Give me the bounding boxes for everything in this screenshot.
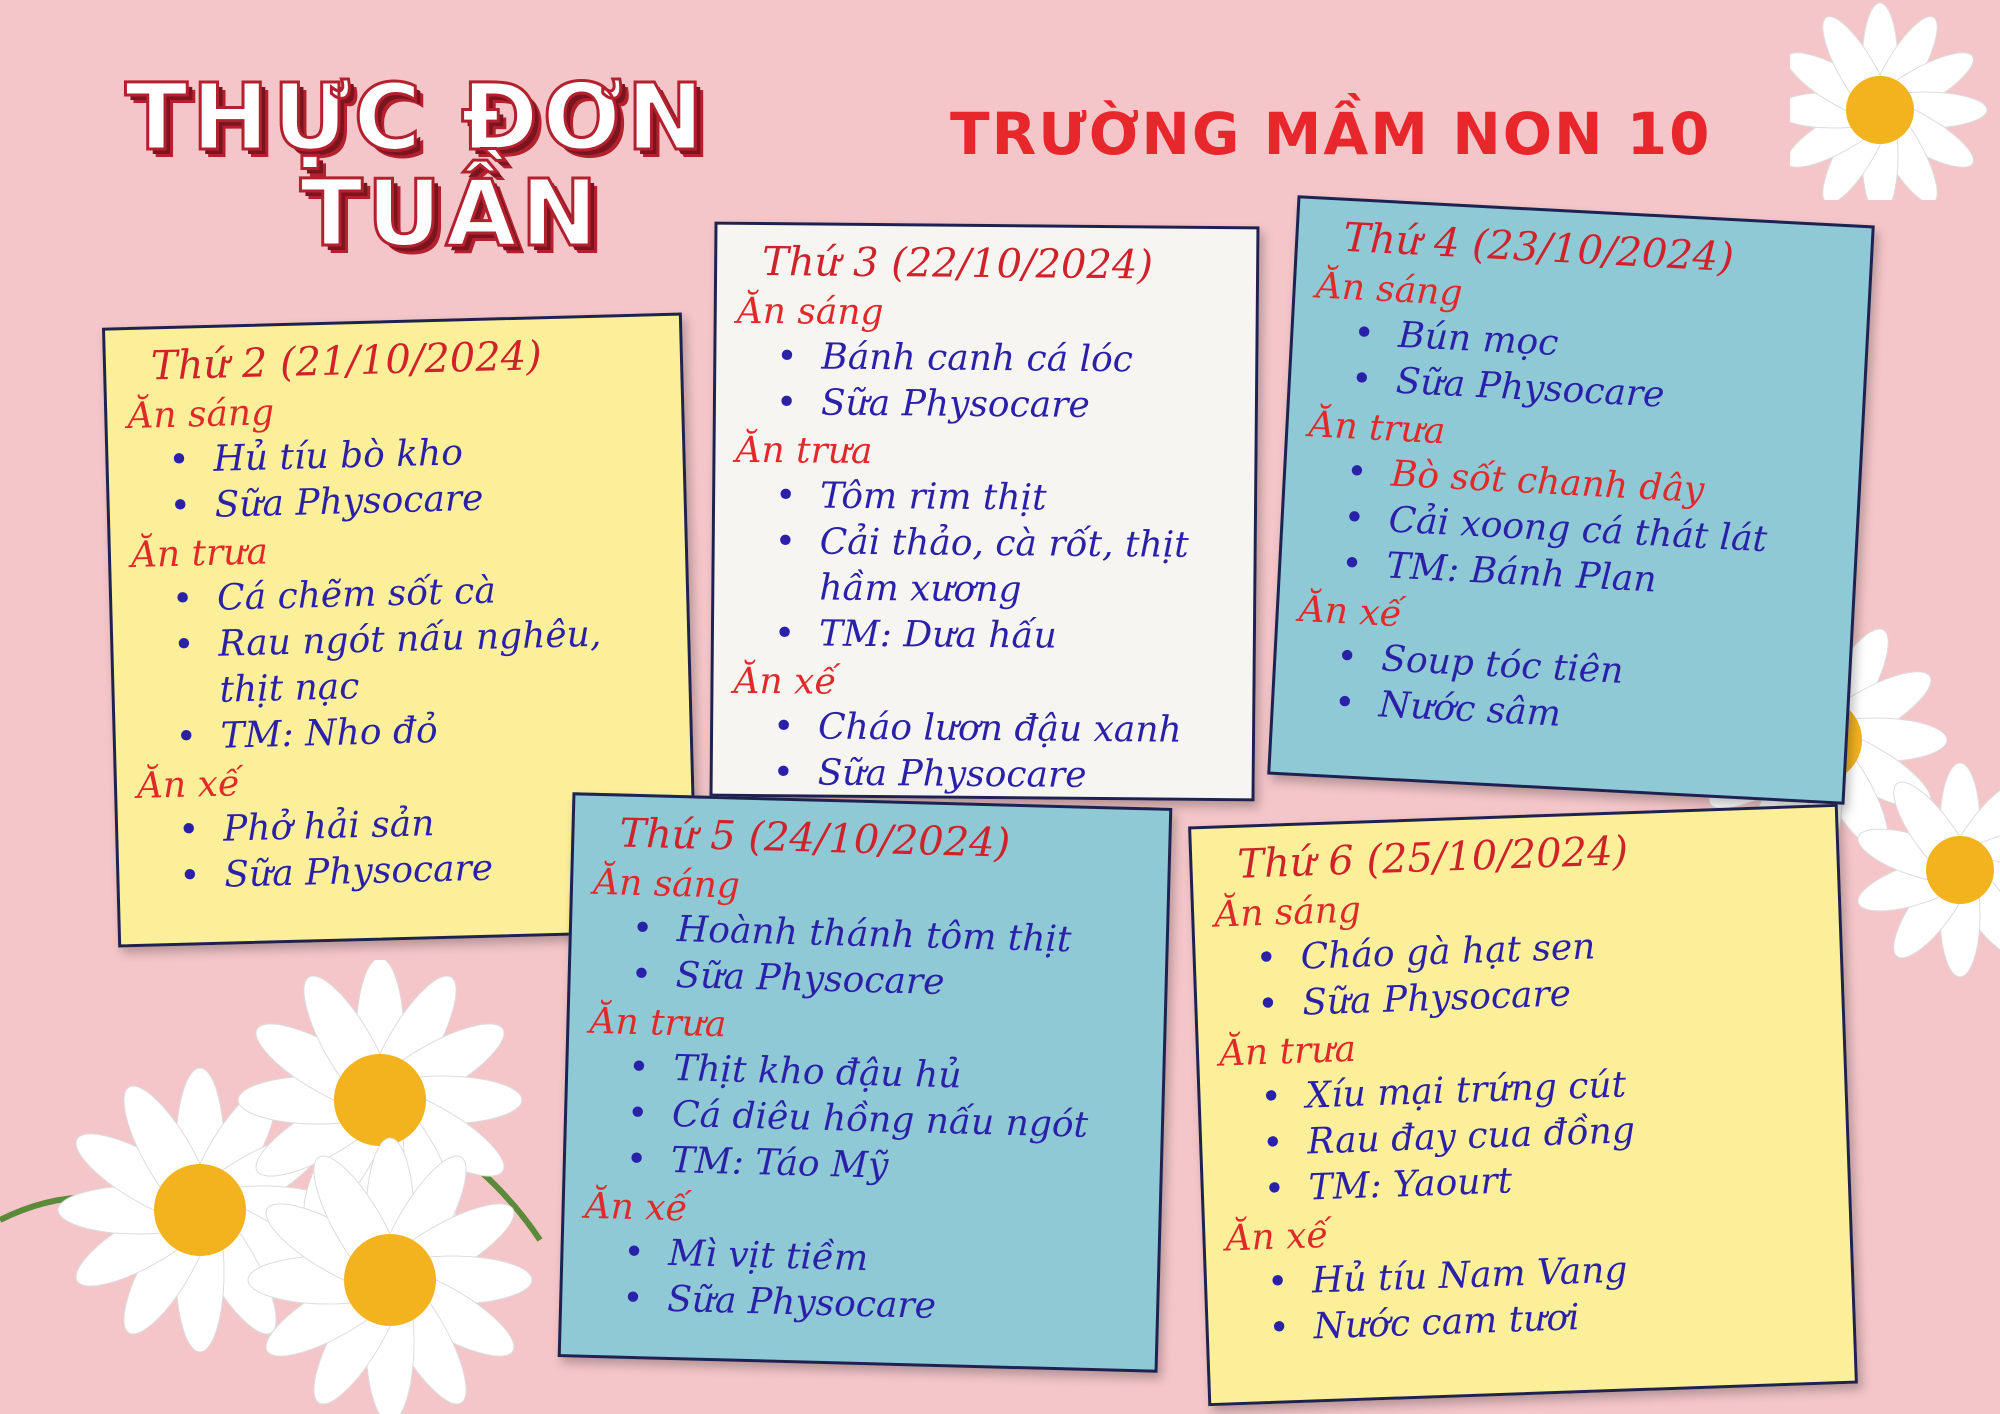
menu-item: • Soup tóc tiên <box>1335 635 1625 692</box>
menu-item: • Cháo lươn đậu xanh <box>772 706 1182 751</box>
menu-item: • Sữa Physocare <box>169 477 484 527</box>
day-card-friday <box>1188 804 1858 1406</box>
meal-label-snack: Ăn xế <box>584 1185 689 1230</box>
menu-item: • Xíu mại trứng cút <box>1259 1064 1627 1119</box>
menu-item: • Sữa Physocare <box>775 382 1090 426</box>
menu-item: • Hủ tíu bò kho <box>167 432 464 481</box>
meal-items <box>736 334 1236 430</box>
menu-item: • Cải thảo, cà rốt, thịt hầm xương <box>774 521 1189 611</box>
meal-label-lunch: Ăn trưa <box>1307 404 1447 453</box>
meal-items <box>1215 917 1822 1030</box>
menu-item: • TM: Nho đỏ <box>175 710 439 758</box>
menu-item: • Bún mọc <box>1352 312 1560 365</box>
meal-label-snack: Ăn xế <box>136 763 241 807</box>
menu-item: • Rau đay cua đồng <box>1261 1110 1636 1165</box>
meal-items <box>734 473 1235 661</box>
meal-label-lunch: Ăn trưa <box>735 429 873 473</box>
daisy-decoration-top-right <box>1790 0 2000 200</box>
menu-item: • TM: Táo Mỹ <box>625 1138 889 1187</box>
menu-item: • TM: Bánh Plan <box>1340 543 1658 601</box>
menu-item: • Nước sâm <box>1333 681 1562 735</box>
menu-item: • Cá diêu hồng nấu ngót <box>626 1092 1089 1146</box>
menu-item: • Rau ngót nấu nghêu, thịt nạc <box>172 613 602 711</box>
menu-item: • Cá chẽm sốt cà <box>171 570 497 620</box>
meal-items <box>590 905 1146 1011</box>
menu-item: • TM: Dưa hấu <box>773 613 1057 657</box>
day-title: Thứ 6 (25/10/2024) <box>1236 828 1629 888</box>
menu-item: • Sữa Physocare <box>621 1277 937 1327</box>
daisy-decoration-bottom-left <box>0 960 560 1414</box>
meal-label-snack: Ăn xế <box>1297 588 1403 636</box>
menu-title-line2: TUẦN <box>300 160 602 267</box>
meal-items <box>1226 1240 1833 1353</box>
meal-label-lunch: Ăn trưa <box>1218 1028 1357 1075</box>
menu-item: • Bò sốt chanh dây <box>1345 451 1706 511</box>
menu-item: • TM: Yaourt <box>1263 1160 1513 1211</box>
school-name: TRƯỜNG MẦM NON 10 <box>950 100 1712 168</box>
menu-item: • Sữa Physocare <box>178 847 494 897</box>
menu-item: • Sữa Physocare <box>1349 358 1666 416</box>
menu-item: • Sữa Physocare <box>630 953 945 1004</box>
meal-items <box>128 425 664 531</box>
meal-items <box>1300 447 1838 613</box>
menu-item: • Bánh canh cá lóc <box>776 336 1134 381</box>
meal-items <box>132 564 671 762</box>
meal-items <box>582 1229 1138 1335</box>
menu-item: • Hoành thánh tôm thịt <box>631 907 1072 961</box>
meal-label-lunch: Ăn trưa <box>588 1000 727 1046</box>
day-card-tuesday <box>710 222 1260 802</box>
meal-label-breakfast: Ăn sáng <box>126 392 275 438</box>
menu-item: • Cháo gà hạt sen <box>1255 926 1597 980</box>
meal-label-snack: Ăn xế <box>1224 1214 1330 1260</box>
menu-item: • Sữa Physocare <box>772 752 1087 796</box>
day-card-thursday <box>558 792 1173 1373</box>
meal-label-breakfast: Ăn sáng <box>1213 889 1362 936</box>
day-card-wednesday <box>1267 195 1875 804</box>
menu-item: • Mì vịt tiềm <box>622 1231 869 1280</box>
meal-label-breakfast: Ăn sáng <box>1314 265 1464 315</box>
menu-item: • Nước cam tươi <box>1267 1297 1581 1350</box>
menu-title-line1: THỰC ĐƠN <box>125 64 708 171</box>
meal-items <box>733 704 1233 800</box>
menu-item: • Cải xoong cá thát lát <box>1342 497 1769 561</box>
menu-item: • Hủ tíu Nam Vang <box>1266 1249 1629 1304</box>
meal-items <box>1220 1055 1828 1214</box>
meal-label-breakfast: Ăn sáng <box>736 290 884 334</box>
meal-label-lunch: Ăn trưa <box>130 531 269 577</box>
meal-items <box>585 1044 1142 1196</box>
meal-label-snack: Ăn xế <box>733 660 837 703</box>
menu-item: • Sữa Physocare <box>1256 973 1572 1026</box>
menu-item: • Thịt kho đậu hủ <box>627 1046 962 1097</box>
menu-item: • Phở hải sản <box>177 803 435 851</box>
day-title: Thứ 5 (24/10/2024) <box>618 810 1011 867</box>
day-title: Thứ 3 (22/10/2024) <box>761 239 1154 289</box>
day-title: Thứ 4 (23/10/2024) <box>1342 214 1735 282</box>
menu-item: • Tôm rim thịt <box>774 475 1047 519</box>
meal-label-breakfast: Ăn sáng <box>592 861 741 907</box>
day-title: Thứ 2 (21/10/2024) <box>150 333 543 390</box>
